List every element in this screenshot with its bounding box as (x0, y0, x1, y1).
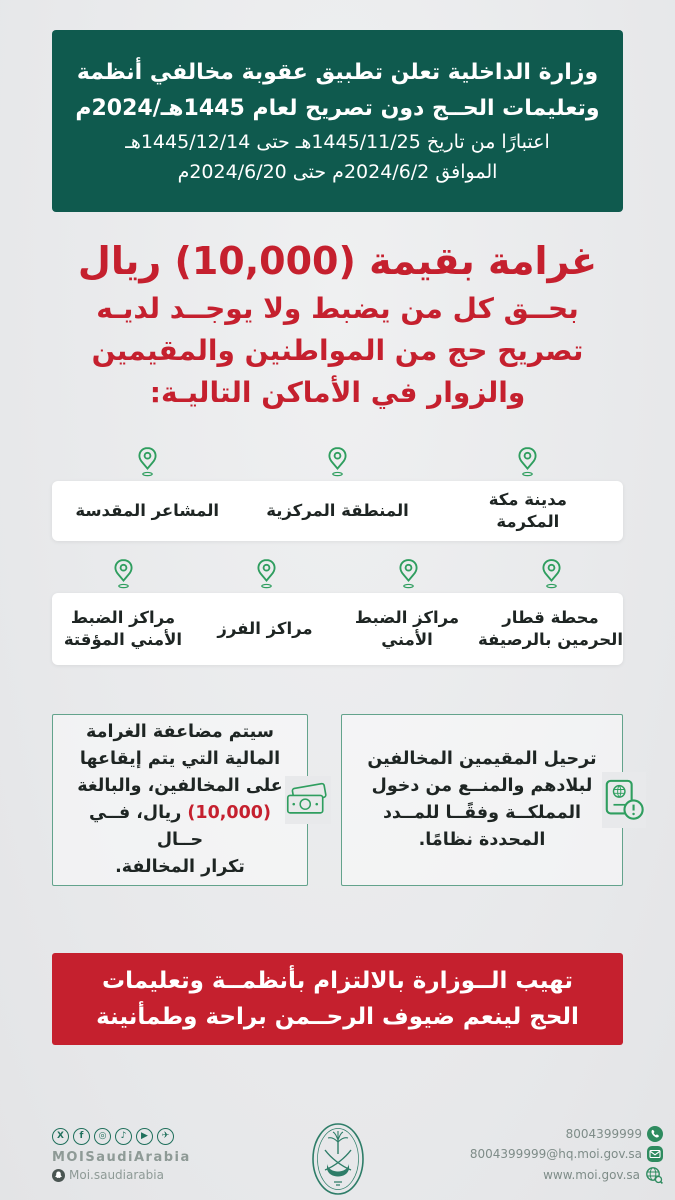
closing-banner: تهيب الــوزارة بالالتزام بأنظمــة وتعليمات الحج لينعم ضيوف الرحــمن براحة وطمأنينة (52, 953, 623, 1045)
fine-amount: (10,000) (187, 803, 271, 823)
banknotes-icon (285, 776, 331, 824)
header-title-line2: وتعليمات الحــج دون تصريح لعام 1445هـ/2024م (75, 96, 600, 121)
snapchat-handle: Moi.saudiarabia (69, 1168, 164, 1182)
contact-email-row (470, 1146, 663, 1162)
x-icon: X (52, 1128, 69, 1145)
location-pin-icon (52, 446, 242, 478)
location-makkah-city: مدينة مكة المكرمة (488, 490, 567, 531)
location-pin-icon (52, 558, 195, 590)
location-pin-icon (338, 558, 481, 590)
penalty-line3: والزوار في الأماكن التاليـة: (149, 376, 526, 409)
locations-row-2 (52, 558, 623, 665)
deportation-card: ترحيل المقيمين المخالفين لبلادهم والمنــع من دخول المملكــة وفقًــا للمــدد المحددة نظامًا. (341, 714, 623, 886)
passport-warning-icon (602, 772, 646, 828)
website-url: www.moi.gov.sa (543, 1168, 640, 1182)
email-address: 8004399999@hq.moi.gov.sa (469, 1147, 642, 1161)
info-cards (52, 714, 623, 886)
header-announcement (52, 30, 623, 212)
phone-number: 8004399999 (565, 1127, 642, 1141)
email-icon (647, 1146, 663, 1162)
footer-social-block (52, 1128, 191, 1182)
phone-icon (647, 1126, 663, 1142)
header-date-line2: الموافق 2024/6/2م حتى 2024/6/20م (177, 161, 498, 183)
social-icons-row (52, 1128, 191, 1145)
pins-row-2 (52, 558, 623, 590)
location-temporary-security-centers: مراكز الضبط الأمني المؤقتة (63, 608, 183, 649)
contact-phone-row (470, 1126, 663, 1142)
locations-bar-1 (52, 481, 623, 541)
location-pin-icon (480, 558, 623, 590)
location-screening-centers: مراكز الفرز (217, 619, 313, 638)
footer-contact-block (470, 1126, 663, 1188)
location-pin-icon (433, 446, 623, 478)
locations-row-1 (52, 446, 623, 541)
youtube-icon: ▶ (136, 1128, 153, 1145)
social-handle: MOISaudiArabia (52, 1150, 191, 1165)
fine-doubling-card: سيتم مضاعفة الغرامة المالية التي يتم إيقاعها على المخالفين، والبالغة (10,000) ريال، فــي حــال تكرار المخالفة. (52, 714, 308, 886)
location-pin-icon (242, 446, 432, 478)
location-holy-sites: المشاعر المقدسة (75, 501, 220, 520)
locations-bar-2 (52, 593, 623, 665)
contact-website-row (470, 1166, 663, 1184)
location-haramain-station: محطة قطار الحرمين بالرصيفة (478, 608, 623, 649)
tiktok-icon: ♪ (115, 1128, 132, 1145)
location-security-control-centers: مراكز الضبط الأمني (354, 608, 460, 649)
instagram-icon: ◎ (94, 1128, 111, 1145)
snapchat-icon (52, 1169, 65, 1182)
location-central-area: المنطقة المركزية (266, 501, 409, 520)
header-date-line1: اعتبارًا من تاريخ 1445/11/25هـ حتى 1445/12/14هـ (125, 131, 550, 153)
footer (0, 1122, 675, 1200)
penalty-line1: بحــق كل من يضبط ولا يوجــد لديـه (96, 292, 579, 325)
pins-row-1 (52, 446, 623, 478)
globe-icon (645, 1166, 663, 1184)
penalty-heading (0, 234, 675, 414)
header-title-line1: وزارة الداخلية تعلن تطبيق عقوبة مخالفي أنظمة (76, 60, 599, 85)
penalty-amount-title: غرامة بقيمة (10,000) ريال (77, 239, 598, 283)
fine-amount-line: (10,000) ريال، فــي حــال (89, 803, 271, 850)
telegram-icon: ✈ (157, 1128, 174, 1145)
penalty-line2: تصريح حج من المواطنين والمقيمين (91, 334, 584, 367)
moi-emblem (311, 1122, 365, 1196)
location-pin-icon (195, 558, 338, 590)
facebook-icon: f (73, 1128, 90, 1145)
snapchat-row (52, 1168, 191, 1182)
